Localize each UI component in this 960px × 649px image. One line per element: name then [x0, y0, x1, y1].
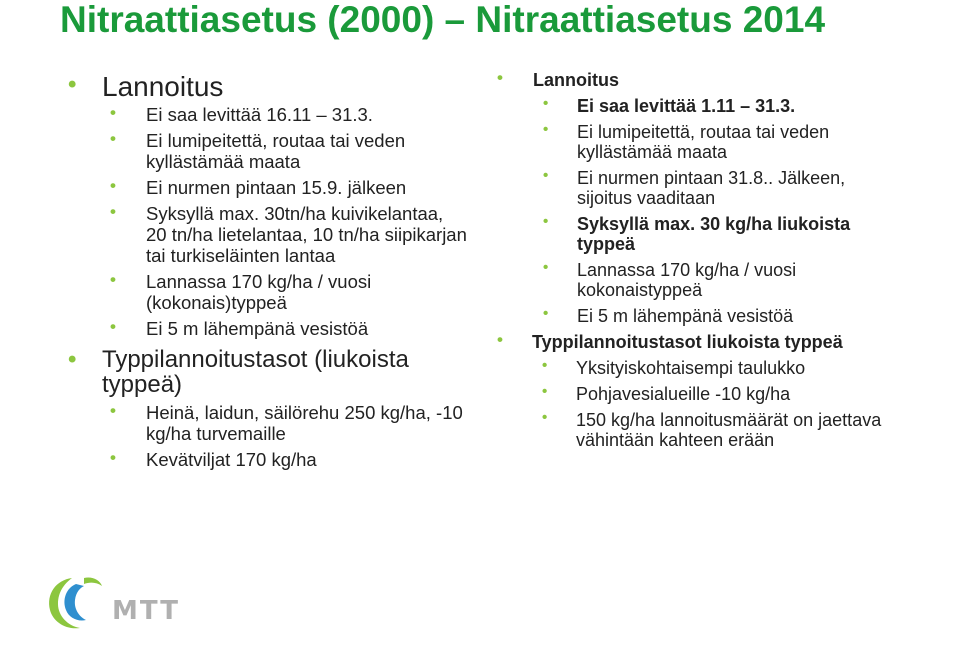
list-item: • Heinä, laidun, säilörehu 250 kg/ha, -10 kg/ha turvemaille: [68, 402, 468, 444]
right-section-heading: Lannoitus: [533, 70, 619, 90]
list-item: • 150 kg/ha lannoitusmäärät on jaettava vähintään kahteen erään: [497, 410, 897, 450]
right-column: [497, 70, 897, 456]
list-item: • Ei saa levittää 16.11 – 31.3.: [68, 104, 468, 125]
slide-title: Nitraattiasetus (2000) – Nitraattiasetus 2014: [60, 0, 826, 40]
left-section-heading: • Lannoitus: [102, 71, 224, 102]
list-item: • Syksyllä max. 30tn/ha kuivikelantaa, 20 tn/ha lietelantaa, 10 tn/ha siipikarjan tai turkiseläinten lantaa: [68, 203, 468, 266]
list-item: • Yksityiskohtaisempi taulukko: [497, 358, 897, 378]
list-item: • Ei nurmen pintaan 31.8.. Jälkeen, sijoitus vaaditaan: [498, 168, 897, 208]
right-section-fertilization: [497, 70, 897, 326]
list-item: • Pohjavesialueille -10 kg/ha: [497, 384, 897, 404]
list-item: • Lannassa 170 kg/ha / vuosi (kokonais)typpeä: [68, 271, 468, 313]
list-item: • Ei saa levittää 1.11 – 31.3.: [498, 96, 897, 116]
list-item: • Lannassa 170 kg/ha / vuosi kokonaistyppeä: [498, 260, 897, 300]
list-item: • Ei 5 m lähempänä vesistöä: [68, 318, 468, 339]
list-item: • Ei nurmen pintaan 15.9. jälkeen: [68, 177, 468, 198]
list-item: • Ei lumipeitettä, routaa tai veden kyllästämää maata: [68, 130, 468, 172]
logo-text: MTT: [112, 596, 180, 626]
list-item: • Syksyllä max. 30 kg/ha liukoista typpeä: [498, 214, 897, 254]
right-section-nitrogen-levels: [497, 332, 897, 450]
list-item: • Kevätviljat 170 kg/ha: [68, 449, 468, 470]
left-section-heading: • Typpilannoitustasot (liukoista typpeä): [102, 346, 409, 398]
left-column: [68, 70, 468, 475]
left-section-fertilization: [68, 70, 468, 339]
list-item: • Ei lumipeitettä, routaa tai veden kyllästämää maata: [498, 122, 897, 162]
left-section-nitrogen-levels: [68, 347, 468, 470]
right-section-heading: Typpilannoitustasot liukoista typpeä: [532, 332, 843, 352]
list-item: • Ei 5 m lähempänä vesistöä: [498, 306, 897, 326]
